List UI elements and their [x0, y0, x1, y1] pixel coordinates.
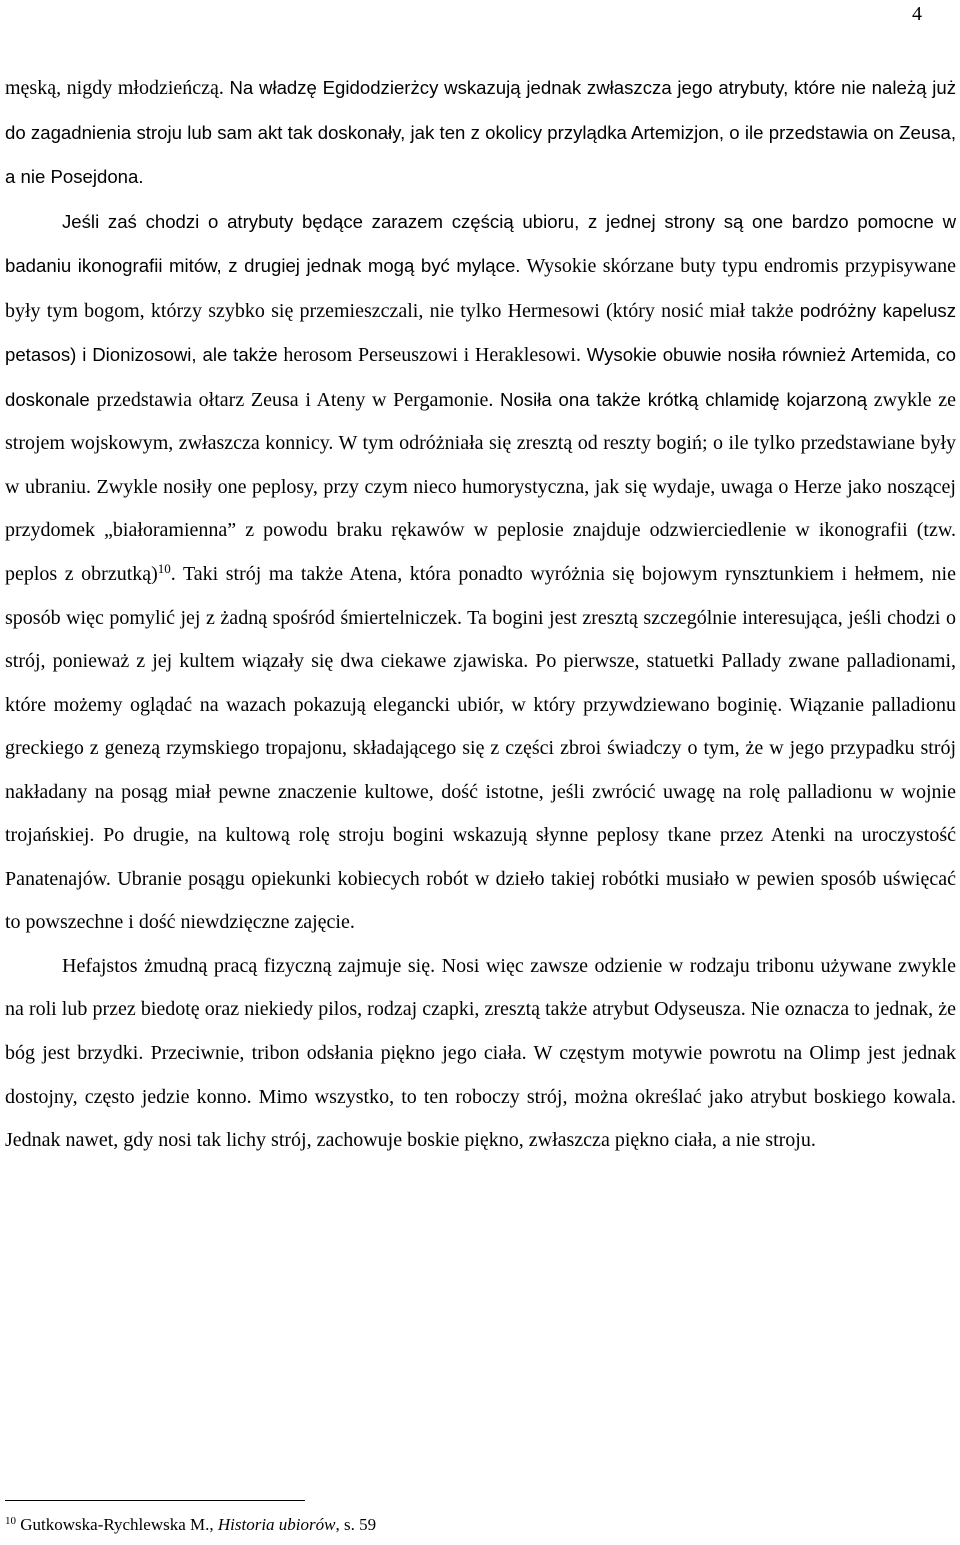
text-span: . Taki strój ma także Atena, która ponadto wyróżnia się bojowym rynsztunkiem i hełmem, nie sposób więc pomylić jej z żadną spośród śmiertelniczek. Ta bogini jest zresztą szczególnie interesująca, jeśli chodzi o strój, ponieważ z jej kultem wiązały się dwa ciekawe zjawiska. Po pierwsze, statuetki Pallady zwane palladionami, które możemy oglądać na wazach pokazują elegancki ubiór, w który przywdziewano boginię. Wiązanie palladionu greckiego z genezą rzymskiego tropajonu, składającego się z części zbroi świadczy o tym, że w jego przypadku strój nakładany na posąg miał pewne znaczenie kultowe, dość istotne, jeśli zwrócić uwagę na rolę palladionu w wojnie trojańskiej. Po drugie, na kultową rolę stroju bogini wskazują słynne peplosy tkane przez Atenki na uroczystość Panatenajów. Ubranie posągu opiekunki kobiecych robót w dzieło takiej robótki musiało w pewien sposób uświęcać to powszechne i dość niewdzięczne zajęcie. — [5, 563, 956, 934]
text-span: Hefajstos żmudną pracą fizyczną zajmuje się. Nosi więc zawsze odzienie w rodzaju tribonu używane zwykle na roli lub przez biedotę oraz niekiedy pilos, rodzaj czapki, zresztą także atrybut Odyseusza. Nie oznacza to jednak, że bóg jest brzydki. Przeciwnie, tribon odsłania piękno jego ciała. W częstym motywie powrotu na Olimp jest jednak dostojny, często jedzie konno. Mimo wszystko, to ten roboczy strój, można określać jako atrybut boskiego kowala. Jednak nawet, gdy nosi tak lichy strój, zachowuje boskie piękno, zwłaszcza piękno ciała, a nie stroju. — [5, 954, 956, 1152]
text-span: męską, nigdy młodzieńczą. — [5, 77, 230, 99]
body-text — [5, 66, 956, 1163]
text-span: Wysokie skórzane buty typu endromis przypisywane były tym bogom, którzy szybko się przemieszczali, nie tylko Hermesowi (który nosić miał także — [5, 255, 956, 322]
paragraph-3 — [5, 945, 956, 1163]
footnote-author: Gutkowska-Rychlewska M., — [20, 1515, 218, 1534]
text-span: W tym odróżniała się zresztą od reszty bogiń; o ile tylko przedstawiane były w ubraniu. Zwykle nosiły one peplosy, przy czym nieco humorystyczna, jak się wydaje, uwaga o Herze jako noszącej przydomek „białoramienna” z powodu braku rękawów w peplosie znajduje odzwierciedlenie w ikonografii (tzw. peplos z obrzutką) — [5, 432, 957, 586]
text-span: Jeśli zaś chodzi o atrybuty będące zarazem częścią ubioru, z jednej strony są one bardzo pomocne w badaniu ikonografii mitów, z drugiej jednak mogą być mylące. — [5, 210, 956, 277]
text-span: przedstawia ołtarz Zeusa i Ateny w Pergamonie. — [89, 388, 501, 411]
paragraph-1 — [5, 66, 956, 200]
footnote-page: , s. 59 — [335, 1515, 377, 1534]
paragraph-2 — [5, 200, 956, 945]
text-span: podróżny kapelusz petasos) i Dionizosowi, ale także — [5, 299, 957, 366]
footnote — [5, 1514, 955, 1536]
text-span: Nosiła ona także krótką chlamidę kojarzoną — [500, 388, 868, 410]
text-span: Na władzę Egidodzierżcy wskazują jednak zwłaszcza jego atrybuty, które nie należą już do zagadnienia stroju lub sam akt tak doskonały, jak ten z okolicy przylądka Artemizjon, o ile przedstawia on Zeusa, a nie Posejdona. — [5, 77, 956, 188]
page-number: 4 — [912, 3, 922, 25]
footnote-ref: 10 — [157, 561, 171, 577]
footnote-number: 10 — [5, 1515, 16, 1527]
text-span: Wysokie obuwie nosiła również Artemida, co doskonale — [5, 344, 956, 410]
text-span: herosom Perseuszowi i Heraklesowi. — [277, 344, 587, 367]
footnote-separator — [5, 1500, 305, 1501]
text-span: zwykle ze strojem wojskowym, zwłaszcza konnicy. — [5, 388, 956, 455]
footnote-title: Historia ubiorów — [217, 1515, 336, 1534]
